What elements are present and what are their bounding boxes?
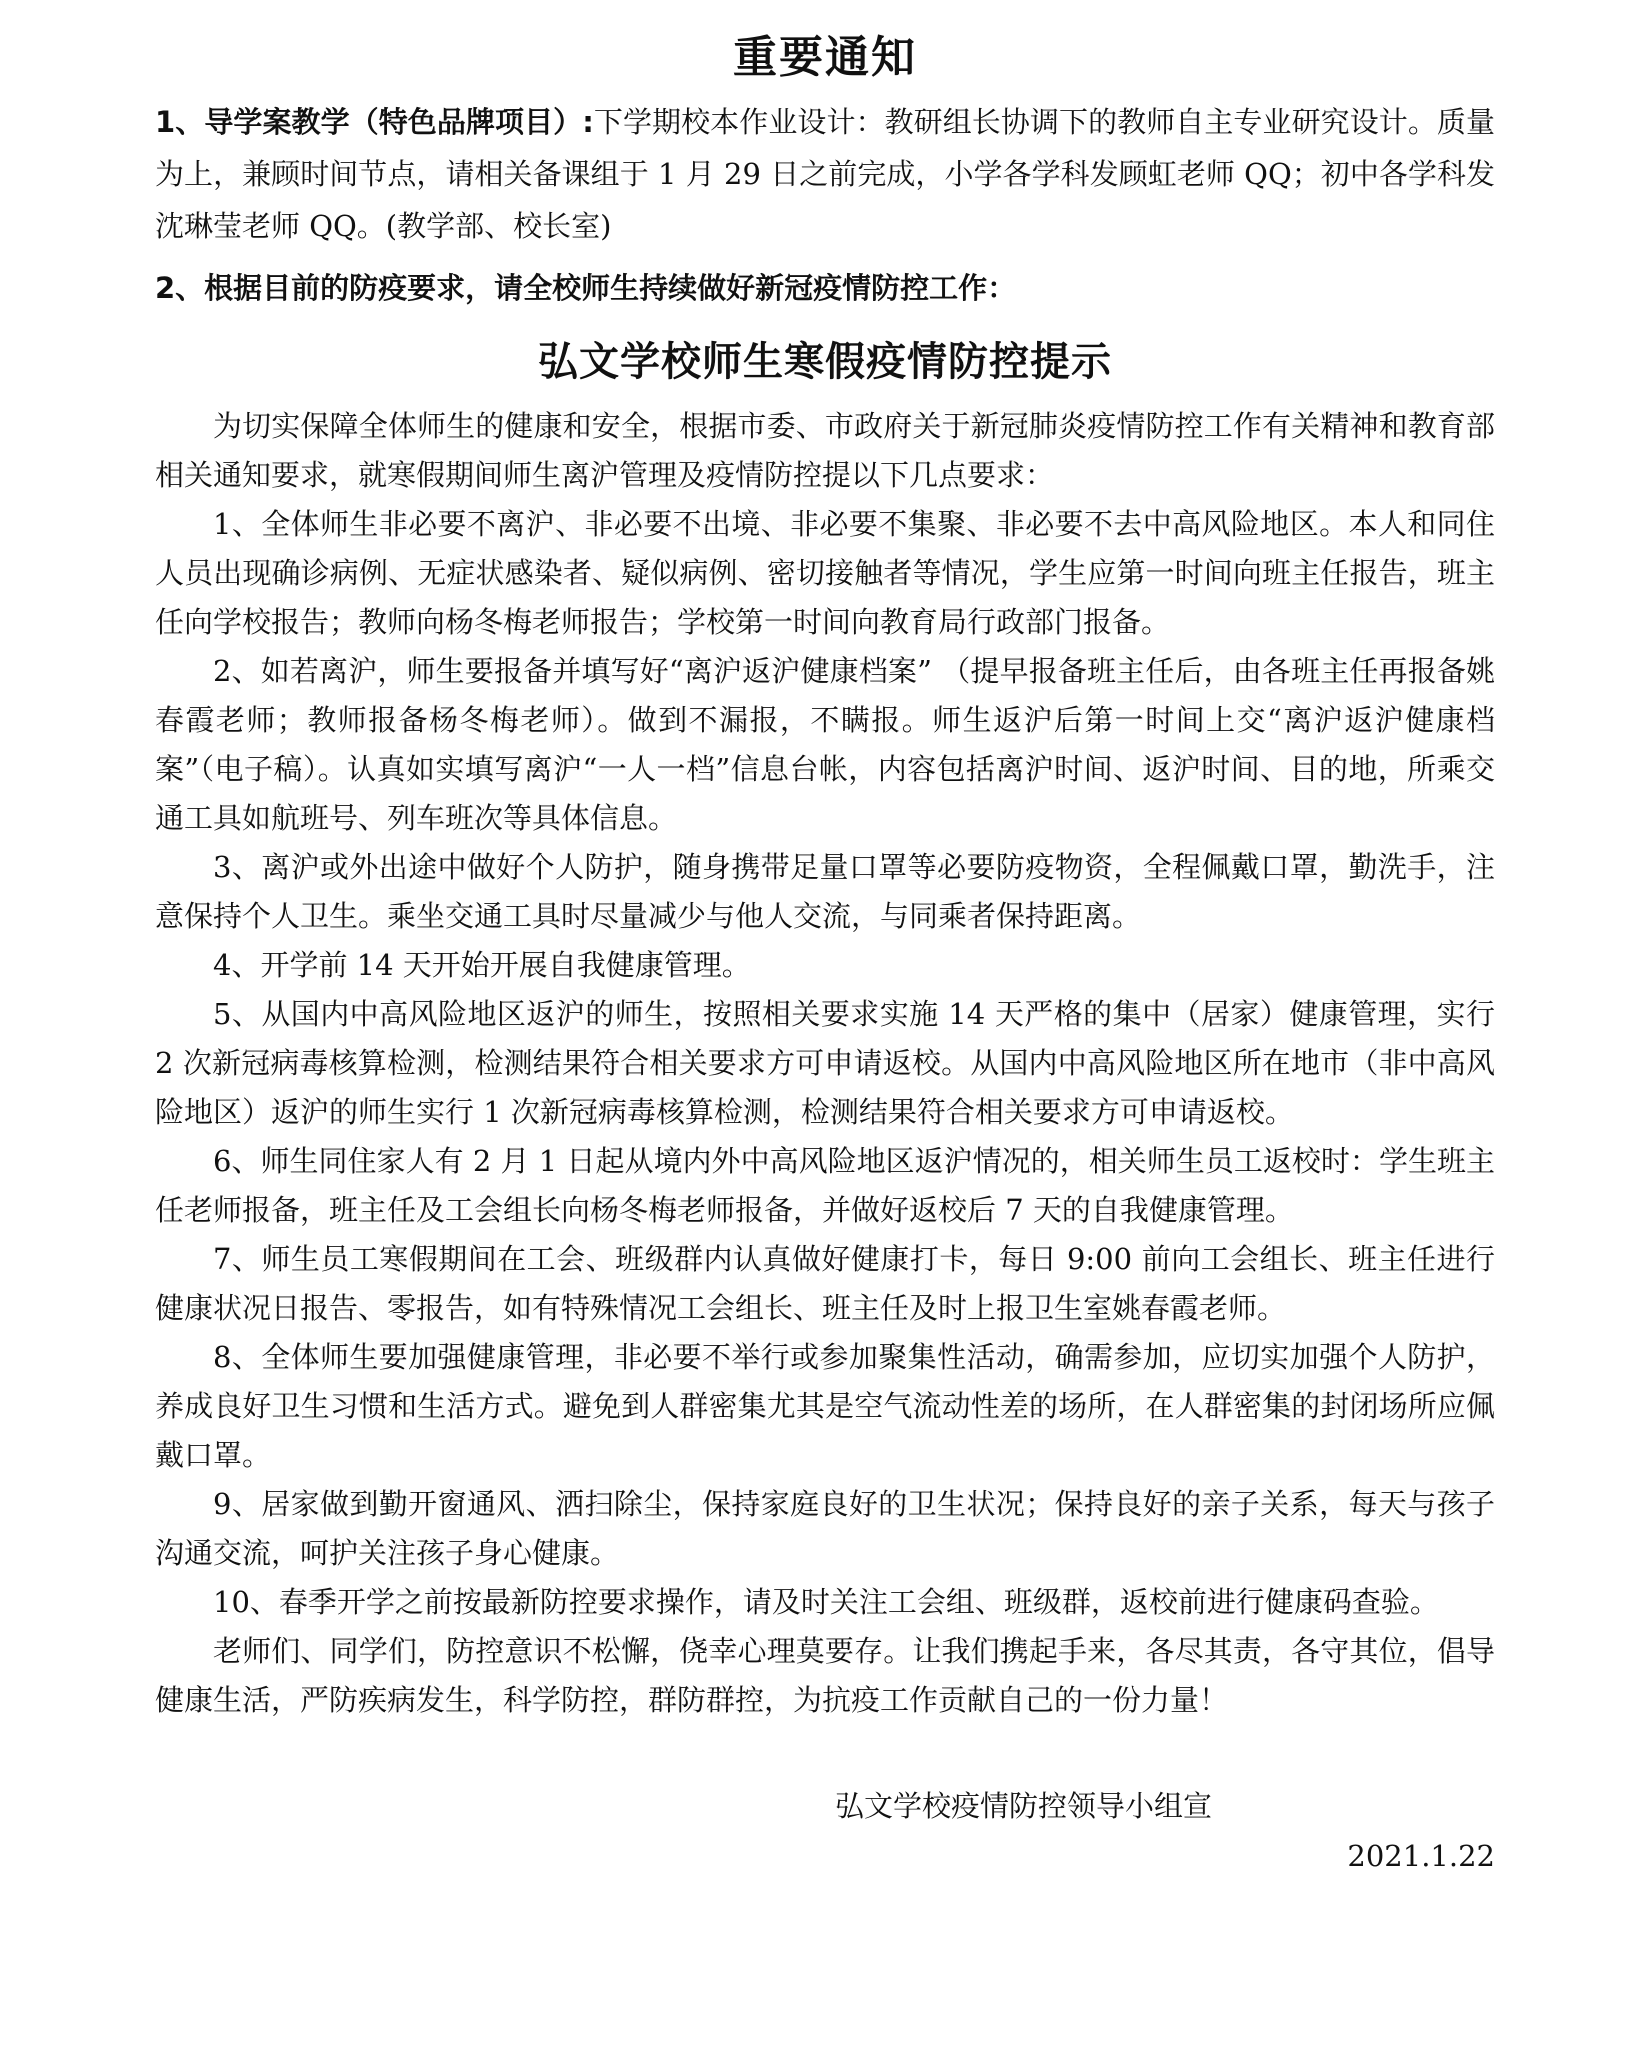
notice-item-1 — [155, 96, 1495, 252]
rule-paragraph-1: 1、全体师生非必要不离沪、非必要不出境、非必要不集聚、非必要不去中高风险地区。本人和同住人员出现确诊病例、无症状感染者、疑似病例、密切接触者等情况，学生应第一时间向班主任报告，班主任向学校报告；教师向杨冬梅老师报告；学校第一时间向教育局行政部门报备。 — [155, 507, 1495, 639]
rule-paragraph-10: 10、春季开学之前按最新防控要求操作，请及时关注工会组、班级群，返校前进行健康码查验。 — [213, 1585, 1439, 1619]
notice-item-1-text: 下学期校本作业设计：教研组长协调下的教师自主专业研究设计。质量为上，兼顾时间节点，请相关备课组于 1 月 29 日之前完成，小学各学科发顾虹老师 QQ；初中各学科发沈琳莹老师 QQ。(教学部、校长室) — [155, 105, 1495, 243]
closing-paragraph: 老师们、同学们，防控意识不松懈，侥幸心理莫要存。让我们携起手来，各尽其责，各守其位，倡导健康生活，严防疾病发生，科学防控，群防群控，为抗疫工作贡献自己的一份力量！ — [155, 1634, 1495, 1717]
rule-paragraph-8: 8、全体师生要加强健康管理，非必要不举行或参加聚集性活动，确需参加，应切实加强个人防护，养成良好卫生习惯和生活方式。避免到人群密集尤其是空气流动性差的场所，在人群密集的封闭场所应佩戴口罩。 — [155, 1340, 1495, 1472]
rule-paragraph-6: 6、师生同住家人有 2 月 1 日起从境内外中高风险地区返沪情况的，相关师生员工返校时：学生班主任老师报备，班主任及工会组长向杨冬梅老师报备，并做好返校后 7 天的自我健康管理。 — [155, 1144, 1495, 1227]
rule-paragraph-5: 5、从国内中高风险地区返沪的师生，按照相关要求实施 14 天严格的集中（居家）健康管理，实行 2 次新冠病毒核算检测，检测结果符合相关要求方可申请返校。从国内中高风险地区所在地市（非中高风险地区）返沪的师生实行 1 次新冠病毒核算检测，检测结果符合相关要求方可申请返校。 — [155, 997, 1495, 1129]
document-page — [155, 28, 1495, 1881]
rule-paragraph-2: 2、如若离沪，师生要报备并填写好“离沪返沪健康档案” （提早报备班主任后，由各班主任再报备姚春霞老师；教师报备杨冬梅老师）。做到不漏报，不瞒报。师生返沪后第一时间上交“离沪返沪健康档案”（电子稿）。认真如实填写离沪“一人一档”信息台帐，内容包括离沪时间、返沪时间、目的地，所乘交通工具如航班号、列车班次等具体信息。 — [155, 654, 1495, 835]
notice-item-2: 2、根据目前的防疫要求，请全校师生持续做好新冠疫情防控工作： — [155, 271, 1017, 305]
section-title: 弘文学校师生寒假疫情防控提示 — [538, 339, 1112, 385]
signature: 弘文学校疫情防控领导小组宣 — [835, 1789, 1213, 1823]
notice-item-1-lead: 1、导学案教学（特色品牌项目）: — [155, 105, 594, 139]
page-title: 重要通知 — [733, 32, 917, 83]
intro-paragraph: 为切实保障全体师生的健康和安全，根据市委、市政府关于新冠肺炎疫情防控工作有关精神和教育部相关通知要求，就寒假期间师生离沪管理及疫情防控提以下几点要求： — [155, 409, 1495, 492]
rule-paragraph-4: 4、开学前 14 天开始开展自我健康管理。 — [213, 948, 751, 982]
rule-paragraph-3: 3、离沪或外出途中做好个人防护，随身携带足量口罩等必要防疫物资，全程佩戴口罩，勤洗手，注意保持个人卫生。乘坐交通工具时尽量减少与他人交流，与同乘者保持距离。 — [155, 850, 1495, 933]
rule-paragraph-9: 9、居家做到勤开窗通风、洒扫除尘，保持家庭良好的卫生状况；保持良好的亲子关系，每天与孩子沟通交流，呵护关注孩子身心健康。 — [155, 1487, 1495, 1570]
rule-paragraph-7: 7、师生员工寒假期间在工会、班级群内认真做好健康打卡，每日 9:00 前向工会组长、班主任进行健康状况日报告、零报告，如有特殊情况工会组长、班主任及时上报卫生室姚春霞老师。 — [155, 1242, 1495, 1325]
date: 2021.1.22 — [1347, 1839, 1495, 1873]
